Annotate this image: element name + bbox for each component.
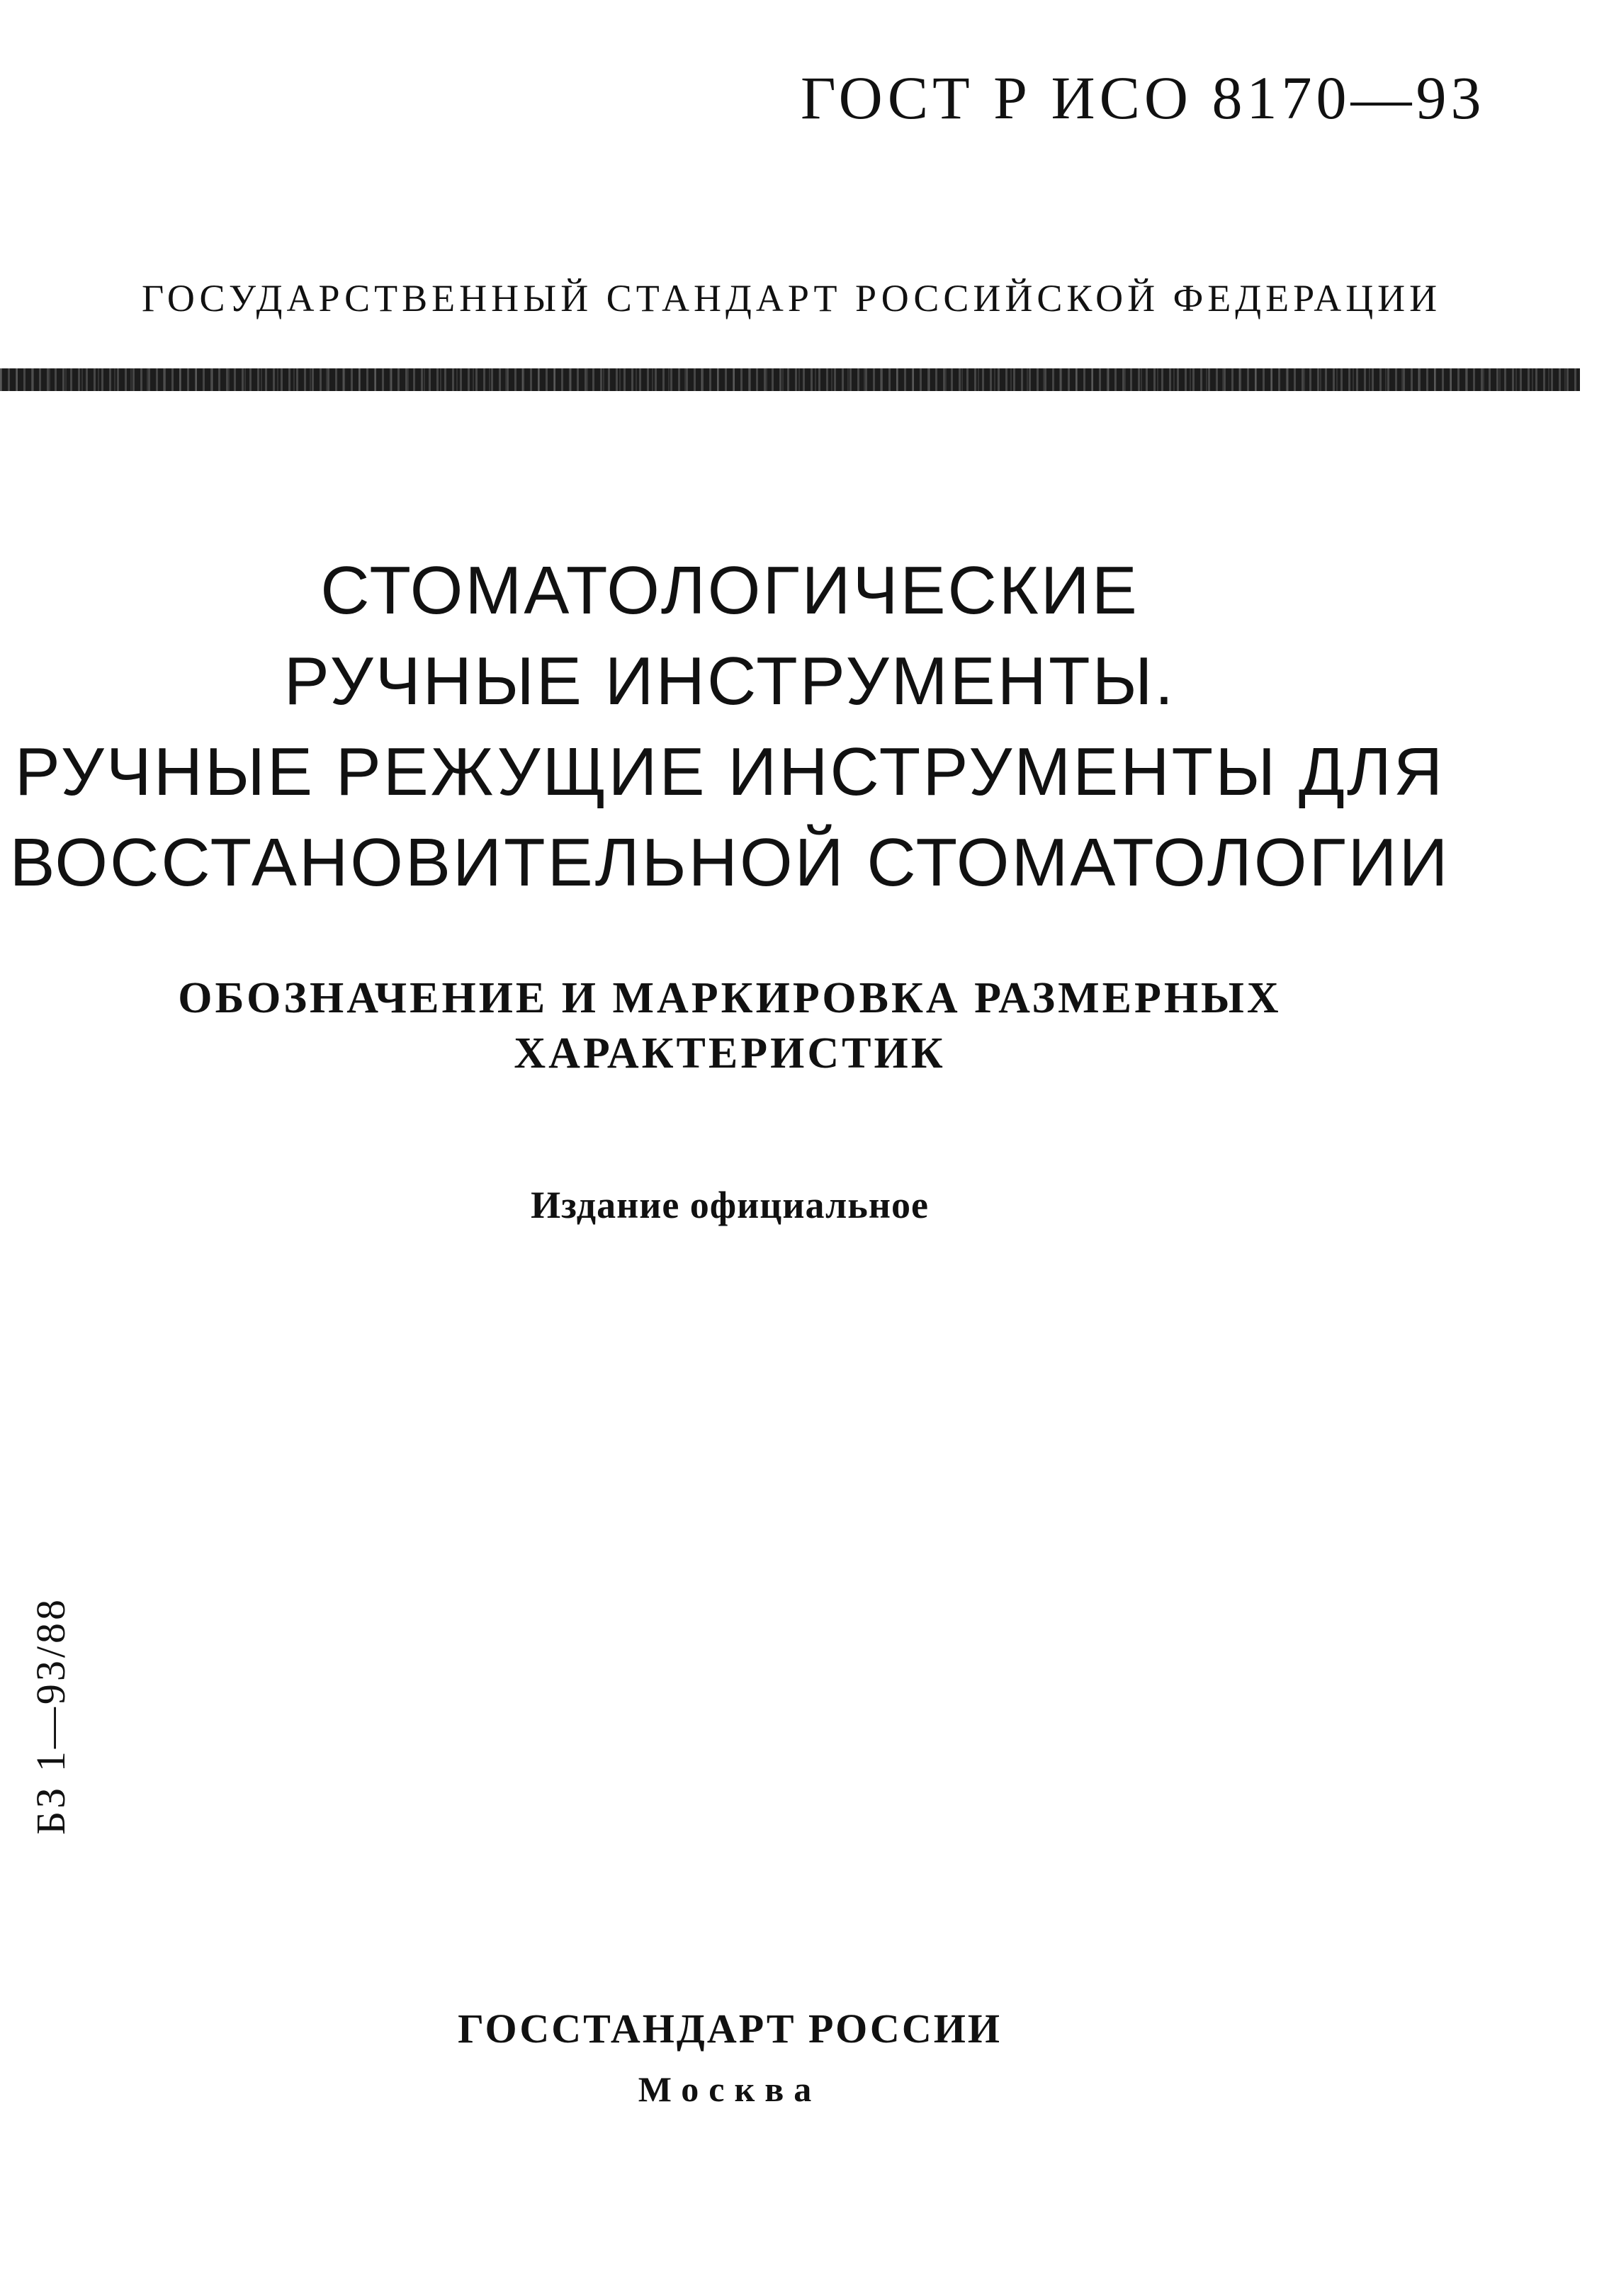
title-line: РУЧНЫЕ ИНСТРУМЕНТЫ. [283,643,1176,719]
title-line: РУЧНЫЕ РЕЖУЩИЕ ИНСТРУМЕНТЫ ДЛЯ [14,734,1445,810]
issuing-authority: ГОСУДАРСТВЕННЫЙ СТАНДАРТ РОССИЙСКОЙ ФЕДЕРАЦИИ [142,277,1442,319]
standard-code: ГОСТ Р ИСО 8170—93 [801,64,1486,132]
publisher: ГОССТАНДАРТ РОССИИ [458,2006,1002,2052]
side-catalog-mark: БЗ 1—93/88 [28,1597,74,1835]
header-divider [0,368,1580,391]
document-title [0,545,1460,908]
title-line: СТОМАТОЛОГИЧЕСКИЕ [320,553,1139,628]
subtitle-line: ХАРАКТЕРИСТИК [514,1029,946,1078]
publication-city: Москва [638,2069,822,2109]
edition-label: Издание официальное [531,1184,929,1226]
title-line: ВОССТАНОВИТЕЛЬНОЙ СТОМАТОЛОГИИ [9,825,1450,900]
subtitle-line: ОБОЗНАЧЕНИЕ И МАРКИРОВКА РАЗМЕРНЫХ [178,974,1282,1022]
document-subtitle [0,971,1460,1081]
